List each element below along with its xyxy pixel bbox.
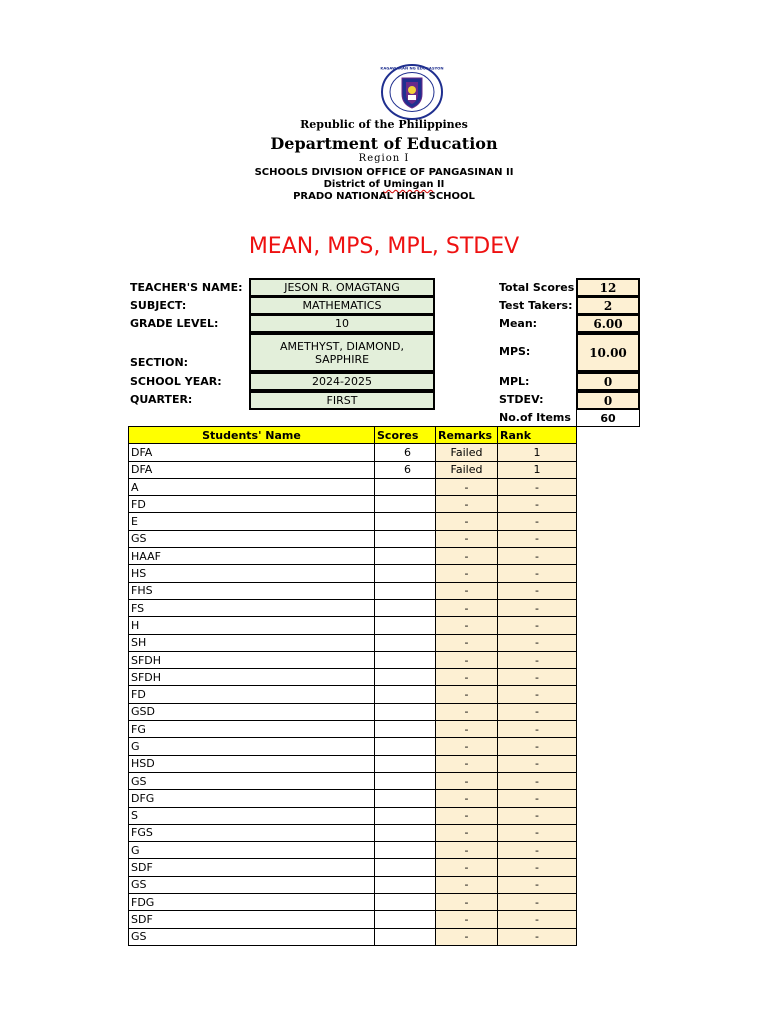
remarks-cell[interactable]: Failed	[436, 444, 498, 461]
table-row	[129, 790, 577, 807]
remarks-cell[interactable]: -	[436, 911, 498, 928]
mean-value[interactable]: 6.00	[576, 314, 640, 333]
rank-cell[interactable]: -	[498, 807, 577, 824]
items-value[interactable]: 60	[576, 409, 640, 427]
rank-cell[interactable]: -	[498, 651, 577, 668]
student-name-cell[interactable]: GS	[129, 928, 375, 945]
remarks-cell[interactable]: Failed	[436, 461, 498, 478]
score-cell[interactable]	[375, 703, 436, 720]
student-name-cell[interactable]: S	[129, 807, 375, 824]
rank-cell[interactable]: -	[498, 669, 577, 686]
score-cell[interactable]	[375, 582, 436, 599]
remarks-cell[interactable]: -	[436, 894, 498, 911]
rank-cell[interactable]: -	[498, 842, 577, 859]
year-value[interactable]: 2024-2025	[249, 372, 435, 391]
student-name-cell[interactable]: FGS	[129, 824, 375, 841]
table-row	[129, 634, 577, 651]
table-row	[129, 530, 577, 547]
student-name-cell[interactable]: E	[129, 513, 375, 530]
district-line	[0, 179, 768, 190]
table-row	[129, 772, 577, 789]
student-name-cell[interactable]: HAAF	[129, 548, 375, 565]
student-name-cell[interactable]: GS	[129, 530, 375, 547]
score-cell[interactable]	[375, 617, 436, 634]
score-cell[interactable]	[375, 894, 436, 911]
score-cell[interactable]	[375, 842, 436, 859]
rank-cell[interactable]: -	[498, 876, 577, 893]
rank-cell[interactable]: -	[498, 686, 577, 703]
remarks-cell[interactable]: -	[436, 807, 498, 824]
student-name-cell[interactable]: DFG	[129, 790, 375, 807]
mps-label: MPS:	[499, 345, 531, 358]
score-cell[interactable]	[375, 634, 436, 651]
remarks-cell[interactable]: -	[436, 721, 498, 738]
remarks-cell[interactable]: -	[436, 824, 498, 841]
remarks-cell[interactable]: -	[436, 928, 498, 945]
table-row	[129, 894, 577, 911]
table-row	[129, 859, 577, 876]
rank-cell[interactable]: -	[498, 859, 577, 876]
region-line: Region I	[358, 153, 410, 164]
remarks-cell[interactable]: -	[436, 686, 498, 703]
mpl-value[interactable]: 0	[576, 372, 640, 391]
score-cell[interactable]: 6	[375, 444, 436, 461]
rank-cell[interactable]: -	[498, 911, 577, 928]
table-row	[129, 478, 577, 495]
score-cell[interactable]	[375, 772, 436, 789]
teacher-label: TEACHER'S NAME:	[130, 281, 243, 294]
district-suffix: II	[436, 179, 445, 190]
seal-text: KAGAWARAN NG EDUKASYON	[380, 65, 444, 71]
student-name-cell[interactable]: A	[129, 478, 375, 495]
rank-cell[interactable]: -	[498, 513, 577, 530]
remarks-cell[interactable]: -	[436, 478, 498, 495]
table-row	[129, 686, 577, 703]
remarks-cell[interactable]: -	[436, 738, 498, 755]
rank-cell[interactable]: -	[498, 928, 577, 945]
score-cell[interactable]	[375, 651, 436, 668]
rank-cell[interactable]: -	[498, 790, 577, 807]
header-students-name: Students' Name	[129, 427, 375, 444]
table-row	[129, 496, 577, 513]
remarks-cell[interactable]: -	[436, 599, 498, 616]
quarter-label: QUARTER:	[130, 393, 193, 406]
grade-value[interactable]: 10	[249, 314, 435, 333]
score-cell[interactable]	[375, 859, 436, 876]
grade-label: GRADE LEVEL:	[130, 317, 219, 330]
score-cell[interactable]	[375, 565, 436, 582]
table-row	[129, 669, 577, 686]
school-name: PRADO NATIONAL HIGH SCHOOL	[293, 191, 475, 202]
rank-cell[interactable]: -	[498, 721, 577, 738]
rank-cell[interactable]: -	[498, 634, 577, 651]
table-row	[129, 755, 577, 772]
remarks-cell[interactable]: -	[436, 582, 498, 599]
rank-cell[interactable]: -	[498, 772, 577, 789]
section-label: SECTION:	[130, 356, 189, 369]
student-name-cell[interactable]: GS	[129, 772, 375, 789]
remarks-cell[interactable]: -	[436, 513, 498, 530]
header-scores: Scores	[375, 427, 436, 444]
score-cell[interactable]	[375, 496, 436, 513]
teacher-value[interactable]: JESON R. OMAGTANG	[249, 278, 435, 297]
year-label: SCHOOL YEAR:	[130, 375, 222, 388]
remarks-cell[interactable]: -	[436, 703, 498, 720]
table-row	[129, 928, 577, 945]
header-rank: Rank	[498, 427, 577, 444]
department-name: Department of Education	[270, 134, 498, 153]
table-row	[129, 703, 577, 720]
table-row	[129, 444, 577, 461]
remarks-cell[interactable]: -	[436, 669, 498, 686]
test-takers-label: Test Takers:	[499, 299, 573, 312]
student-name-cell[interactable]: SFDH	[129, 651, 375, 668]
rank-cell[interactable]: -	[498, 824, 577, 841]
page-title: MEAN, MPS, MPL, STDEV	[248, 234, 520, 259]
student-name-cell[interactable]: FG	[129, 721, 375, 738]
score-cell[interactable]	[375, 807, 436, 824]
student-name-cell[interactable]: FDG	[129, 894, 375, 911]
student-table	[128, 426, 577, 946]
stdev-label: STDEV:	[499, 393, 544, 406]
total-scores-value[interactable]: 12	[576, 278, 640, 297]
student-name-cell[interactable]: GS	[129, 876, 375, 893]
score-cell[interactable]	[375, 911, 436, 928]
rank-cell[interactable]: -	[498, 548, 577, 565]
score-cell[interactable]	[375, 530, 436, 547]
table-row	[129, 738, 577, 755]
district-name: Umingan	[383, 179, 434, 190]
republic-line: Republic of the Philippines	[300, 118, 468, 131]
score-cell[interactable]	[375, 669, 436, 686]
district-prefix: District of	[323, 179, 380, 190]
table-row	[129, 461, 577, 478]
student-name-cell[interactable]: SFDH	[129, 669, 375, 686]
header-remarks: Remarks	[436, 427, 498, 444]
student-name-cell[interactable]: HS	[129, 565, 375, 582]
score-cell[interactable]	[375, 790, 436, 807]
score-cell[interactable]	[375, 513, 436, 530]
score-cell[interactable]: 6	[375, 461, 436, 478]
remarks-cell[interactable]: -	[436, 496, 498, 513]
deped-seal-icon	[380, 64, 444, 120]
mpl-label: MPL:	[499, 375, 530, 388]
rank-cell[interactable]: -	[498, 894, 577, 911]
test-takers-value[interactable]: 2	[576, 296, 640, 315]
table-row	[129, 876, 577, 893]
score-cell[interactable]	[375, 824, 436, 841]
rank-cell[interactable]: -	[498, 582, 577, 599]
remarks-cell[interactable]: -	[436, 548, 498, 565]
remarks-cell[interactable]: -	[436, 565, 498, 582]
division-line: SCHOOLS DIVISION OFFICE OF PANGASINAN II	[254, 167, 514, 178]
score-cell[interactable]	[375, 755, 436, 772]
student-name-cell[interactable]: HSD	[129, 755, 375, 772]
table-row	[129, 807, 577, 824]
score-cell[interactable]	[375, 928, 436, 945]
rank-cell[interactable]: -	[498, 738, 577, 755]
quarter-value[interactable]: FIRST	[249, 391, 435, 410]
remarks-cell[interactable]: -	[436, 842, 498, 859]
score-cell[interactable]	[375, 599, 436, 616]
remarks-cell[interactable]: -	[436, 530, 498, 547]
rank-cell[interactable]: -	[498, 755, 577, 772]
student-name-cell[interactable]: FHS	[129, 582, 375, 599]
mps-value[interactable]: 10.00	[576, 333, 640, 372]
section-value[interactable]: AMETHYST, DIAMOND, SAPPHIRE	[249, 333, 435, 372]
subject-value[interactable]: MATHEMATICS	[249, 296, 435, 315]
score-cell[interactable]	[375, 738, 436, 755]
remarks-cell[interactable]: -	[436, 772, 498, 789]
remarks-cell[interactable]: -	[436, 790, 498, 807]
remarks-cell[interactable]: -	[436, 634, 498, 651]
rank-cell[interactable]: -	[498, 703, 577, 720]
stdev-value[interactable]: 0	[576, 391, 640, 410]
student-name-cell[interactable]: SDF	[129, 859, 375, 876]
table-row	[129, 651, 577, 668]
items-label: No.of Items	[499, 411, 571, 424]
score-cell[interactable]	[375, 686, 436, 703]
student-name-cell[interactable]: FD	[129, 686, 375, 703]
student-name-cell[interactable]: FD	[129, 496, 375, 513]
score-cell[interactable]	[375, 721, 436, 738]
table-row	[129, 842, 577, 859]
score-cell[interactable]	[375, 478, 436, 495]
subject-label: SUBJECT:	[130, 299, 187, 312]
rank-cell[interactable]: 1	[498, 444, 577, 461]
remarks-cell[interactable]: -	[436, 617, 498, 634]
student-name-cell[interactable]: GSD	[129, 703, 375, 720]
student-name-cell[interactable]: DFA	[129, 444, 375, 461]
rank-cell[interactable]: -	[498, 617, 577, 634]
table-row	[129, 582, 577, 599]
rank-cell[interactable]: -	[498, 496, 577, 513]
student-name-cell[interactable]: SH	[129, 634, 375, 651]
rank-cell[interactable]: -	[498, 530, 577, 547]
student-name-cell[interactable]: H	[129, 617, 375, 634]
score-cell[interactable]	[375, 876, 436, 893]
table-row	[129, 824, 577, 841]
table-row	[129, 599, 577, 616]
remarks-cell[interactable]: -	[436, 876, 498, 893]
remarks-cell[interactable]: -	[436, 859, 498, 876]
table-row	[129, 911, 577, 928]
student-name-cell[interactable]: DFA	[129, 461, 375, 478]
table-row	[129, 721, 577, 738]
score-cell[interactable]	[375, 548, 436, 565]
total-scores-label: Total Scores	[499, 281, 575, 294]
rank-cell[interactable]: -	[498, 478, 577, 495]
student-name-cell[interactable]: SDF	[129, 911, 375, 928]
student-name-cell[interactable]: G	[129, 738, 375, 755]
table-row	[129, 617, 577, 634]
table-row	[129, 565, 577, 582]
remarks-cell[interactable]: -	[436, 651, 498, 668]
remarks-cell[interactable]: -	[436, 755, 498, 772]
mean-label: Mean:	[499, 317, 538, 330]
student-name-cell[interactable]: G	[129, 842, 375, 859]
table-header-row	[129, 427, 577, 444]
rank-cell[interactable]: -	[498, 565, 577, 582]
student-name-cell[interactable]: FS	[129, 599, 375, 616]
table-row	[129, 548, 577, 565]
rank-cell[interactable]: -	[498, 599, 577, 616]
table-row	[129, 513, 577, 530]
rank-cell[interactable]: 1	[498, 461, 577, 478]
